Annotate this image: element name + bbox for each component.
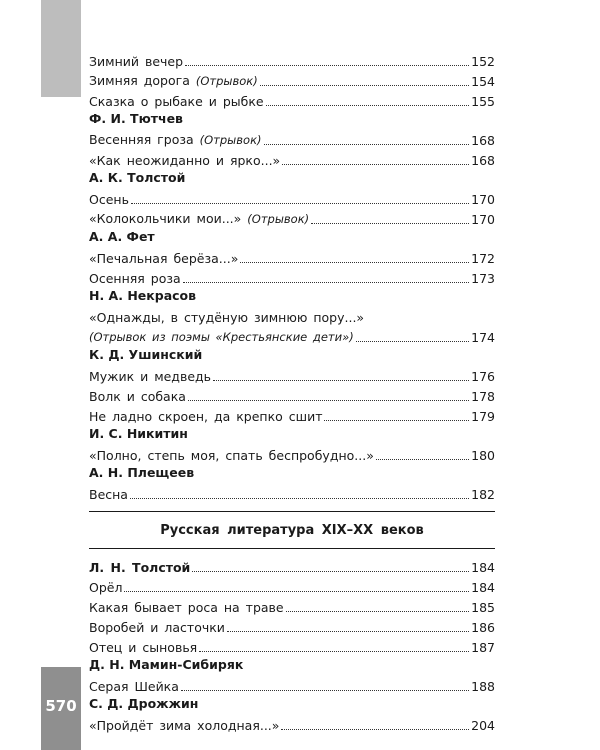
toc-entry	[89, 674, 495, 694]
toc-entry-title	[89, 600, 284, 615]
toc-page-number: 172	[471, 251, 495, 266]
dot-leader	[213, 380, 469, 381]
dot-leader	[131, 203, 469, 204]
toc-page-number: 176	[471, 369, 495, 384]
toc-entry-title	[89, 580, 122, 595]
toc-entry-title-text: Зимний вечер	[89, 54, 184, 69]
toc-entry-title	[89, 211, 309, 227]
toc-entry-title-text: Воробей и ласточки	[89, 620, 225, 635]
toc-entry-title-text: Весна	[89, 487, 128, 502]
toc-entry-title-text: «Печальная берёза...»	[89, 251, 239, 266]
toc-entry-title	[89, 620, 225, 635]
dot-leader	[185, 65, 469, 66]
toc-entry-title-text: Осень	[89, 192, 129, 207]
dot-leader	[240, 262, 469, 263]
toc-entry	[89, 187, 495, 207]
toc-entry	[89, 595, 495, 615]
dot-leader	[227, 631, 469, 632]
section-divider-top	[89, 511, 495, 512]
dot-leader	[181, 690, 469, 691]
toc-entry-title-text: «Пройдёт зима холодная...»	[89, 718, 280, 733]
dot-leader	[282, 164, 469, 165]
toc-entry-title	[89, 679, 179, 694]
dot-leader	[260, 85, 469, 86]
toc-page-number: 170	[471, 192, 495, 207]
toc-list-top	[89, 49, 495, 502]
toc-entry	[89, 713, 495, 733]
toc-entry	[89, 443, 495, 463]
toc-page-number: 184	[471, 580, 495, 595]
toc-entry-title-text: Мужик и медведь	[89, 369, 212, 384]
toc-entry	[89, 555, 495, 575]
author-heading: Ф. И. Тютчев	[89, 111, 183, 126]
toc-page-number: 178	[471, 389, 495, 404]
toc-entry-title: «Однажды, в студёную зимнюю пору...»	[89, 310, 365, 325]
toc-page-number: 155	[471, 94, 495, 109]
toc-page-number: 173	[471, 271, 495, 286]
toc-page-number: 174	[471, 330, 495, 345]
toc-page-number: 168	[471, 153, 495, 168]
toc-entry-subtitle: (Отрывок)	[247, 212, 310, 226]
toc-entry-title-text: Весенняя гроза	[89, 132, 194, 147]
dot-leader	[324, 420, 469, 421]
author-heading: А. А. Фет	[89, 229, 155, 244]
author-heading: И. С. Никитин	[89, 426, 188, 441]
dot-leader	[183, 282, 469, 283]
toc-entry-title	[89, 389, 186, 404]
toc-entry-title	[89, 560, 190, 575]
toc-entry-title	[89, 94, 264, 109]
dot-leader	[188, 400, 469, 401]
toc-entry-title-text: Осенняя роза	[89, 271, 181, 286]
page-number: 570	[45, 697, 77, 715]
toc-entry-title-text: Л. Н. Толстой	[89, 560, 191, 575]
dot-leader	[286, 611, 469, 612]
author-heading: А. Н. Плещеев	[89, 465, 195, 480]
dot-leader	[311, 223, 469, 224]
toc-entry-title-text: Не ладно скроен, да крепко сшит	[89, 409, 323, 424]
section-divider-bottom	[89, 548, 495, 549]
table-of-contents	[89, 49, 495, 733]
toc-list-bottom	[89, 555, 495, 733]
toc-entry-title-text: «Полно, степь моя, спать беспробудно...»	[89, 448, 374, 463]
toc-entry-title	[89, 192, 129, 207]
toc-page-number: 168	[471, 133, 495, 148]
author-heading: Д. Н. Мамин-Сибиряк	[89, 657, 244, 672]
toc-entry	[89, 325, 495, 345]
author-heading: А. К. Толстой	[89, 170, 186, 185]
toc-entry	[89, 207, 495, 227]
toc-entry-title	[89, 132, 262, 148]
toc-page-number: 188	[471, 679, 495, 694]
toc-entry	[89, 266, 495, 286]
toc-page-number: 185	[471, 600, 495, 615]
toc-entry-title	[89, 640, 197, 655]
toc-entry-title	[89, 271, 181, 286]
dot-leader	[356, 341, 469, 342]
toc-entry	[89, 384, 495, 404]
toc-page-number: 187	[471, 640, 495, 655]
dot-leader	[199, 651, 469, 652]
dot-leader	[264, 144, 469, 145]
toc-entry	[89, 89, 495, 109]
toc-entry	[89, 635, 495, 655]
toc-entry-title-text: Сказка о рыбаке и рыбке	[89, 94, 264, 109]
toc-page-number: 184	[471, 560, 495, 575]
toc-entry-title-text: Какая бывает роса на траве	[89, 600, 284, 615]
toc-entry	[89, 364, 495, 384]
section-title: Русская литература XIX–XX веков	[160, 523, 424, 538]
toc-page-number: 179	[471, 409, 495, 424]
toc-entry	[89, 404, 495, 424]
dot-leader	[124, 591, 469, 592]
toc-entry	[89, 482, 495, 502]
toc-entry	[89, 246, 495, 266]
toc-entry-title	[89, 251, 238, 266]
toc-page-number: 152	[471, 54, 495, 69]
toc-entry-title-text: «Колокольчики мои...»	[89, 211, 242, 226]
author-heading: К. Д. Ушинский	[89, 347, 203, 362]
toc-page-number: 154	[471, 74, 495, 89]
dot-leader	[130, 498, 469, 499]
toc-entry-title	[89, 153, 280, 168]
toc-entry-title-text: (Отрывок из поэмы «Крестьянские дети»)	[89, 330, 354, 344]
toc-entry-subtitle: (Отрывок)	[195, 74, 258, 88]
toc-entry-title-text: Серая Шейка	[89, 679, 179, 694]
toc-entry	[89, 575, 495, 595]
toc-entry-title	[89, 369, 211, 384]
toc-entry-title	[89, 487, 128, 502]
dot-leader	[266, 105, 469, 106]
toc-entry-title	[89, 718, 279, 733]
toc-entry	[89, 49, 495, 69]
toc-entry-title-text: «Как неожиданно и ярко...»	[89, 153, 281, 168]
toc-entry-title	[89, 73, 258, 89]
toc-page-number: 180	[471, 448, 495, 463]
toc-entry-title-text: Орёл	[89, 580, 123, 595]
toc-entry-title	[89, 409, 322, 424]
toc-entry-title-text: Отец и сыновья	[89, 640, 198, 655]
dot-leader	[281, 729, 469, 730]
toc-entry-title	[89, 54, 183, 69]
dot-leader	[376, 459, 469, 460]
toc-page-number: 182	[471, 487, 495, 502]
toc-entry	[89, 128, 495, 148]
toc-entry-title-text: Волк и собака	[89, 389, 186, 404]
toc-page-number: 186	[471, 620, 495, 635]
toc-entry	[89, 69, 495, 89]
top-thumb-tab	[41, 0, 81, 97]
dot-leader	[192, 571, 469, 572]
toc-entry	[89, 615, 495, 635]
author-heading: С. Д. Дрожжин	[89, 696, 199, 711]
toc-page-number: 204	[471, 718, 495, 733]
toc-page-number: 170	[471, 212, 495, 227]
toc-entry-title	[89, 448, 374, 463]
toc-entry-title-text: Зимняя дорога	[89, 73, 190, 88]
author-heading: Н. А. Некрасов	[89, 288, 197, 303]
toc-entry-subtitle: (Отрывок)	[199, 133, 262, 147]
toc-entry	[89, 148, 495, 168]
toc-entry-title	[89, 330, 354, 345]
